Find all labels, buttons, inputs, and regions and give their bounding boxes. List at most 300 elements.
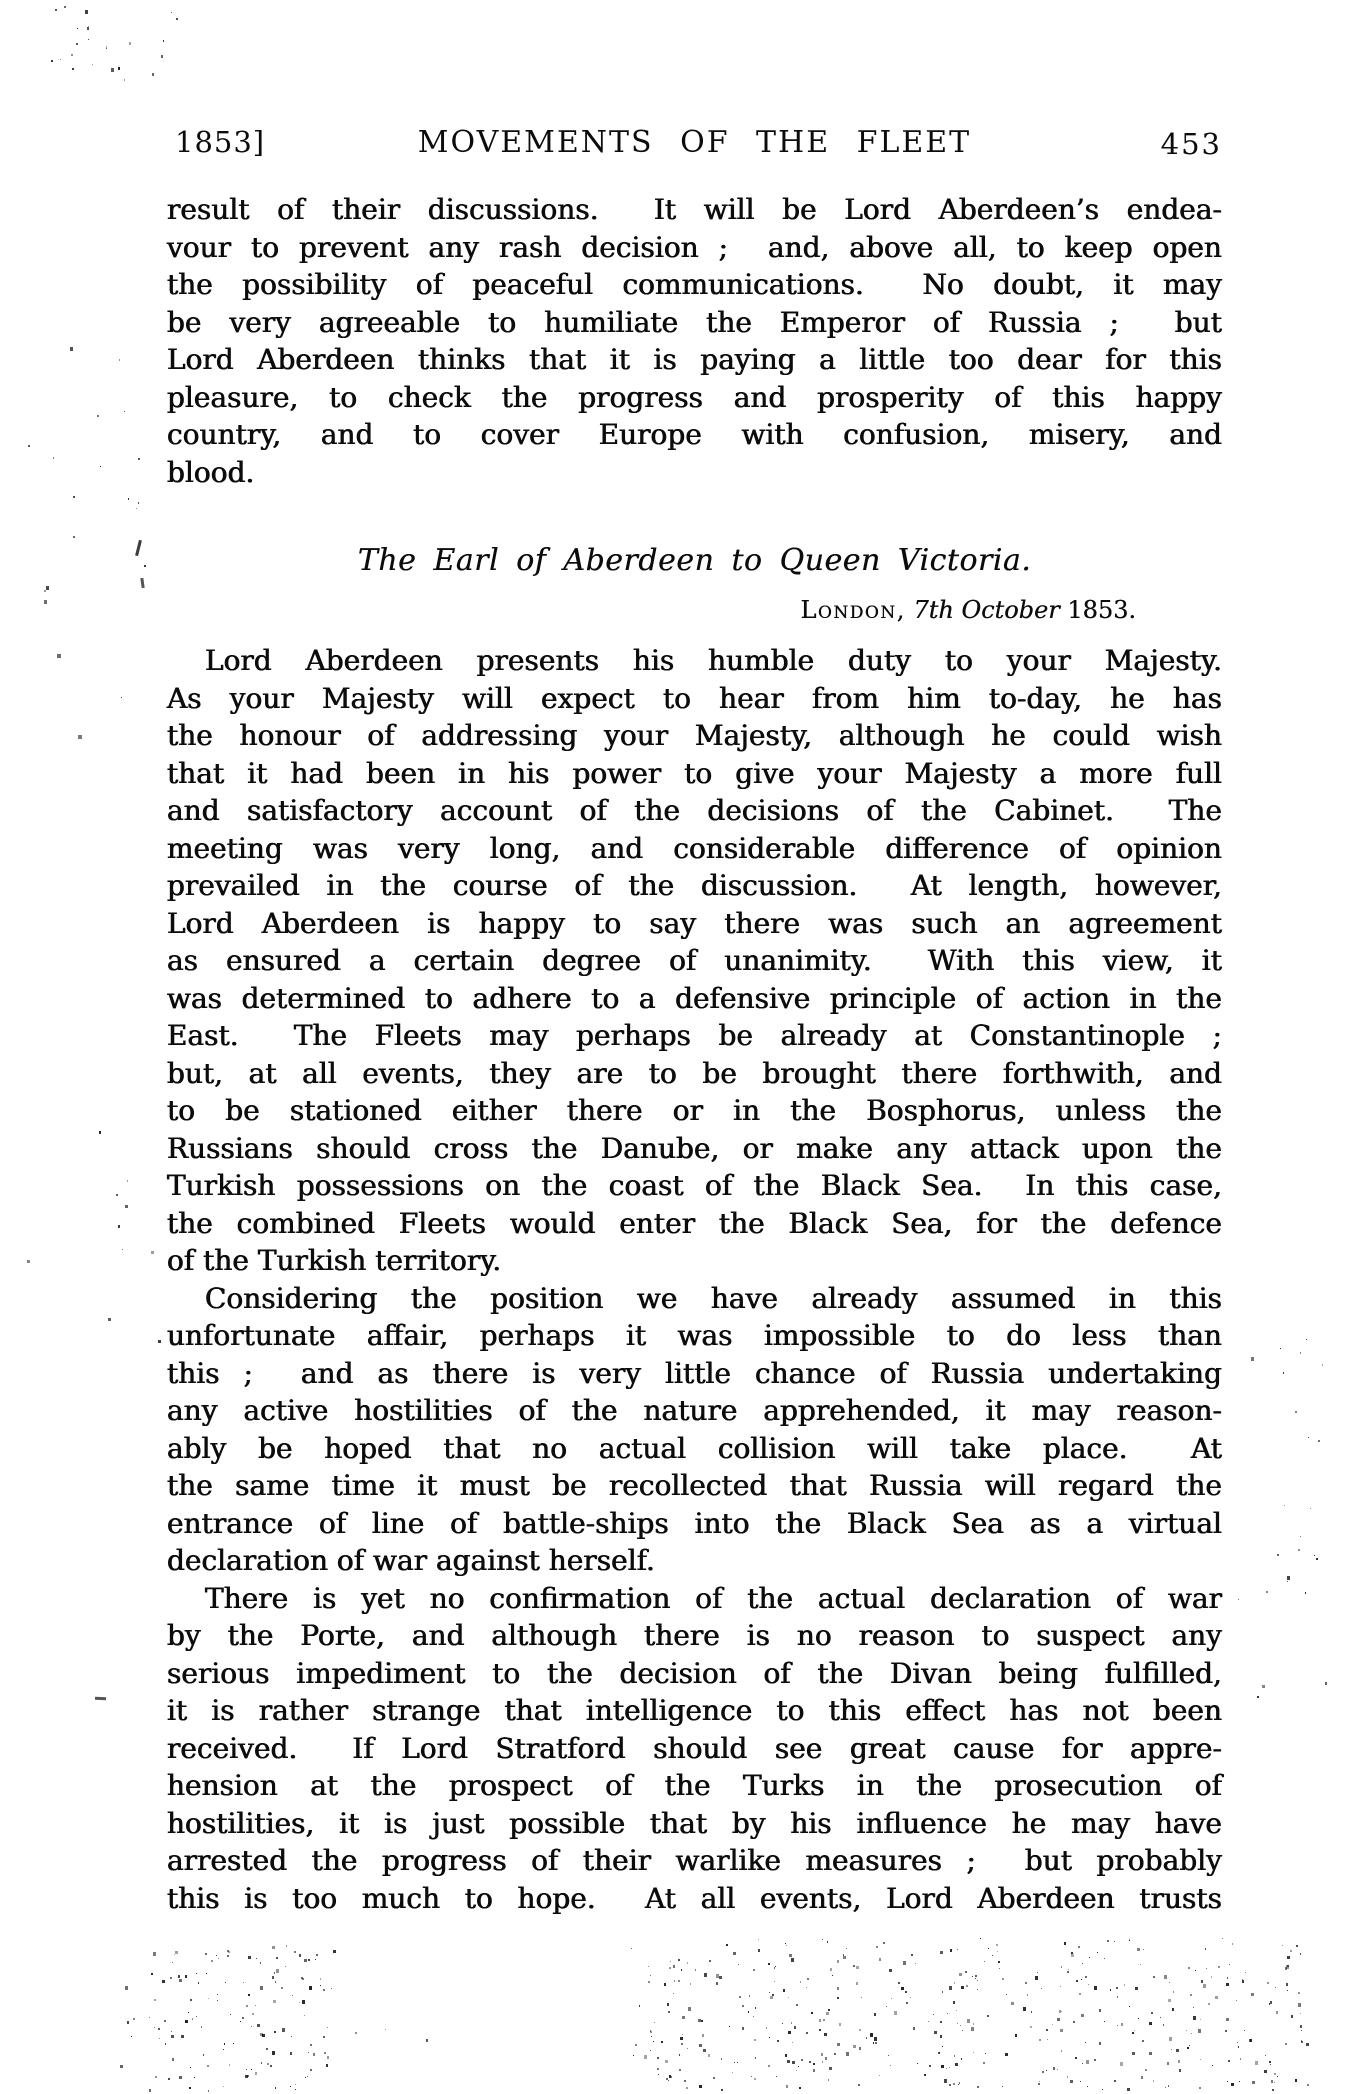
noise-dot [788, 2031, 791, 2034]
noise-dot [669, 1967, 671, 1969]
noise-dot [1075, 2057, 1077, 2059]
noise-dot [753, 1969, 755, 1971]
noise-dot [223, 2086, 224, 2087]
noise-dot [785, 2054, 787, 2057]
noise-dot [811, 2012, 813, 2014]
noise-dot [755, 2007, 756, 2009]
noise-dot [681, 2043, 683, 2045]
noise-dot [1168, 2085, 1169, 2087]
noise-dot [901, 1987, 904, 1990]
noise-dot [975, 1975, 977, 1977]
noise-dot [1287, 1965, 1289, 1967]
noise-dot [216, 1955, 217, 1956]
noise-dot [1089, 1957, 1090, 1958]
noise-dot [1179, 2069, 1181, 2072]
noise-dot [1242, 1980, 1244, 1983]
noise-dot [122, 1249, 123, 1250]
text-line: prevailed in the course of the discussion. At length, however, [167, 869, 1222, 902]
noise-dot [650, 2030, 651, 2032]
noise-dot [1264, 2070, 1267, 2073]
noise-dot [874, 2013, 876, 2016]
noise-dot [1067, 2076, 1068, 2078]
noise-dot [703, 2049, 706, 2052]
noise-dot [1031, 2011, 1032, 2013]
noise-dot [1237, 2042, 1238, 2043]
noise-dot [635, 2044, 637, 2046]
noise-dot [1178, 2060, 1180, 2063]
noise-dot [775, 1966, 776, 1967]
noise-dot [953, 2083, 955, 2085]
noise-dot [846, 1948, 847, 1949]
noise-dot [639, 2005, 640, 2007]
noise-dot [1046, 2029, 1048, 2031]
noise-dot [118, 67, 120, 70]
noise-dot [1085, 1976, 1087, 1978]
noise-dot [949, 2084, 951, 2086]
noise-dot [999, 1968, 1000, 1969]
noise-dot [977, 1980, 978, 1981]
noise-dot [682, 2034, 683, 2035]
noise-dot [310, 2069, 312, 2071]
text-block [167, 125, 1222, 1917]
noise-dot [839, 2023, 841, 2026]
noise-dot [961, 1986, 964, 1989]
noise-dot [940, 1951, 943, 1954]
noise-dot [1300, 1352, 1301, 1354]
noise-dot [821, 2053, 823, 2056]
noise-dot [1002, 2086, 1003, 2087]
noise-dot [196, 2016, 197, 2017]
noise-dot [1201, 1980, 1203, 1983]
running-head [167, 125, 1222, 163]
paragraph-letter-2 [167, 1280, 1222, 1580]
noise-dot [957, 1949, 958, 1950]
noise-dot [355, 2032, 357, 2034]
noise-dot [1121, 2023, 1123, 2026]
noise-dot [276, 1969, 279, 1973]
stray-ink-mark [46, 586, 49, 590]
noise-dot [1205, 1948, 1206, 1950]
noise-dot [753, 2016, 754, 2017]
text-line: vour to prevent any rash decision ; and, above all, to keep open [167, 230, 1222, 264]
noise-dot [742, 2005, 744, 2007]
noise-dot [108, 1318, 111, 1321]
noise-dot [304, 1959, 307, 1962]
noise-dot [260, 1962, 261, 1964]
noise-dot [828, 2009, 830, 2011]
noise-dot [120, 2065, 123, 2068]
noise-dot [973, 2052, 974, 2053]
noise-dot [1301, 2041, 1303, 2043]
text-line: Lord Aberdeen is happy to say there was such an agreement [167, 906, 1222, 940]
noise-dot [1300, 2025, 1302, 2028]
noise-dot [194, 2077, 195, 2078]
noise-dot [954, 1982, 955, 1984]
noise-dot [911, 1954, 913, 1956]
text-line: unfortunate affair, perhaps it was impossible to do less than [167, 1319, 1222, 1352]
noise-dot [828, 2079, 829, 2081]
noise-dot [224, 2043, 225, 2045]
noise-dot [657, 2068, 659, 2070]
noise-dot [819, 2029, 821, 2031]
noise-dot [28, 445, 30, 447]
noise-dot [1218, 1966, 1220, 1968]
noise-dot [274, 1972, 275, 1974]
noise-dot [721, 2089, 723, 2091]
noise-dot [1300, 1953, 1301, 1955]
noise-dot [934, 2031, 937, 2034]
noise-dot [290, 2086, 291, 2087]
noise-dot [791, 1958, 794, 1962]
noise-dot [734, 2062, 735, 2063]
noise-dot [1082, 2063, 1083, 2064]
noise-dot [837, 1987, 839, 1990]
noise-dot [648, 1981, 650, 1983]
noise-dot [1060, 2029, 1063, 2032]
noise-dot [196, 1973, 197, 1974]
noise-dot [1195, 1970, 1196, 1971]
noise-dot [673, 1965, 675, 1968]
stray-ink-mark [44, 600, 47, 604]
noise-dot [846, 2052, 849, 2056]
paragraph-letter-1 [167, 642, 1222, 1280]
noise-dot [181, 2035, 184, 2038]
noise-dot [267, 2063, 269, 2065]
noise-dot [60, 59, 61, 60]
noise-dot [1149, 2022, 1152, 2025]
noise-dot [159, 2038, 160, 2039]
noise-dot [1296, 1945, 1298, 1947]
stray-ink-mark [27, 1260, 30, 1263]
noise-dot [837, 1960, 839, 1963]
noise-dot [874, 2037, 877, 2041]
noise-dot [1269, 2003, 1270, 2005]
noise-dot [856, 1982, 858, 1985]
noise-dot [704, 1973, 707, 1977]
noise-dot [834, 2053, 836, 2055]
noise-dot [1073, 2021, 1075, 2023]
noise-dot [787, 2060, 790, 2063]
noise-dot [1228, 2060, 1230, 2062]
text-line: Lord Aberdeen thinks that it is paying a little too dear for this [167, 343, 1222, 376]
noise-dot [807, 1978, 809, 1980]
noise-dot [915, 1963, 916, 1964]
noise-dot [876, 1946, 878, 1948]
noise-dot [151, 1973, 153, 1975]
noise-dot [1086, 2060, 1089, 2064]
noise-dot [327, 2056, 329, 2059]
noise-dot [788, 1997, 789, 1998]
noise-dot [702, 2034, 704, 2037]
noise-dot [843, 1954, 844, 1956]
noise-dot [155, 2076, 157, 2078]
noise-dot [1295, 2079, 1297, 2082]
noise-dot [136, 508, 137, 509]
noise-dot [721, 2058, 722, 2060]
noise-dot [261, 2062, 262, 2064]
noise-dot [975, 1978, 976, 1979]
noise-dot [276, 1957, 278, 1959]
stray-ink-mark [140, 578, 144, 588]
noise-dot [1240, 2058, 1241, 2060]
noise-dot [1145, 2069, 1147, 2071]
noise-dot [92, 64, 93, 65]
noise-dot [308, 2052, 309, 2053]
noise-dot [208, 1998, 209, 1999]
noise-dot [709, 1960, 711, 1962]
noise-dot [962, 2030, 963, 2031]
noise-dot [875, 2042, 877, 2044]
noise-dot [657, 2057, 659, 2059]
text-line: but, at all events, they are to be brought there forthwith, and [167, 1056, 1222, 1090]
stray-ink-mark [135, 540, 142, 556]
noise-dot [88, 26, 89, 27]
text-line: pleasure, to check the progress and prosperity of this happy [167, 380, 1222, 414]
dateline-place: London, [800, 596, 906, 624]
noise-dot [695, 1969, 696, 1971]
noise-dot [956, 2010, 957, 2011]
noise-dot [713, 2077, 715, 2079]
text-line: Turkish possessions on the coast of the Black Sea. In this case, [167, 1169, 1222, 1202]
noise-dot [658, 2074, 659, 2075]
noise-dot [1129, 1940, 1130, 1941]
text-line: hension at the prospect of the Turks in the prosecution of [167, 1769, 1222, 1802]
noise-dot [699, 2085, 702, 2088]
noise-dot [1099, 2009, 1101, 2012]
noise-dot [1257, 1696, 1259, 1698]
noise-dot [977, 1989, 978, 1990]
noise-dot [701, 2020, 703, 2022]
noise-dot [1305, 1592, 1306, 1594]
noise-dot [1187, 2047, 1189, 2049]
text-line: declaration of war against herself. [167, 1544, 655, 1577]
noise-dot [124, 411, 125, 412]
noise-dot [1153, 1976, 1155, 1978]
noise-dot [333, 1950, 336, 1953]
noise-dot [1041, 1988, 1042, 1989]
noise-dot [144, 565, 146, 567]
noise-dot [984, 1961, 985, 1962]
noise-dot [1198, 2029, 1201, 2033]
noise-dot [954, 2055, 955, 2057]
noise-dot [1039, 2039, 1041, 2041]
noise-dot [749, 1995, 750, 1997]
noise-dot [205, 1953, 207, 1955]
noise-dot [1287, 1581, 1288, 1582]
noise-dot [100, 466, 101, 467]
noise-dot [131, 2036, 132, 2037]
noise-dot [217, 2000, 218, 2001]
noise-dot [770, 1996, 773, 1999]
text-line: to be stationed either there or in the Bosphorus, unless the [167, 1094, 1222, 1127]
noise-dot [251, 2026, 252, 2027]
noise-dot [1314, 1555, 1315, 1556]
noise-dot [673, 1993, 674, 1994]
noise-dot [1270, 2064, 1271, 2065]
noise-dot [1176, 2049, 1179, 2052]
noise-dot [299, 1954, 301, 1957]
noise-dot [955, 2063, 958, 2066]
noise-dot [304, 2015, 305, 2016]
noise-dot [653, 2041, 654, 2042]
noise-dot [1322, 1364, 1323, 1366]
noise-dot [1211, 1976, 1212, 1978]
noise-dot [1286, 1965, 1289, 1969]
noise-dot [1231, 2083, 1234, 2086]
noise-dot [189, 2087, 191, 2089]
text-line: by the Porte, and although there is no reason to suspect any [167, 1619, 1222, 1652]
noise-dot [830, 1968, 832, 1971]
noise-dot [708, 2054, 710, 2057]
noise-dot [260, 1986, 263, 1990]
noise-dot [729, 2026, 730, 2027]
noise-dot [275, 1981, 276, 1983]
noise-dot [754, 2039, 756, 2041]
noise-dot [1215, 1996, 1218, 1999]
noise-dot [1006, 1994, 1007, 1995]
noise-dot [282, 2028, 285, 2032]
noise-dot [941, 2065, 944, 2068]
noise-dot [1208, 2003, 1210, 2005]
noise-dot [726, 1944, 728, 1946]
text-line: the honour of addressing your Majesty, although he could wish [167, 719, 1222, 752]
noise-dot [175, 1951, 178, 1954]
text-line: There is yet no confirmation of the actual declaration of war [205, 1581, 1222, 1615]
noise-dot [227, 1950, 229, 1952]
noise-dot [1169, 1982, 1170, 1983]
noise-dot [809, 2061, 811, 2063]
noise-dot [1300, 2013, 1301, 2014]
noise-dot [824, 2033, 827, 2036]
text-line: it is rather strange that intelligence to this effect has not been [167, 1694, 1222, 1727]
noise-dot [1129, 1939, 1130, 1941]
noise-dot [766, 2027, 767, 2029]
noise-dot [87, 27, 89, 30]
noise-dot [774, 1981, 775, 1982]
noise-dot [1280, 1348, 1281, 1349]
noise-dot [687, 1962, 688, 1964]
noise-dot [959, 2082, 960, 2084]
stray-ink-mark [57, 654, 61, 658]
noise-dot [1057, 2018, 1060, 2021]
noise-dot [651, 2036, 652, 2037]
noise-dot [223, 2049, 224, 2050]
noise-dot [966, 1985, 968, 1987]
noise-dot [154, 2027, 155, 2028]
noise-dot [1266, 1591, 1268, 1593]
noise-dot [176, 18, 178, 20]
noise-dot [255, 2005, 256, 2006]
noise-dot [124, 79, 125, 81]
noise-dot [281, 1987, 283, 1989]
noise-dot [1186, 2030, 1187, 2031]
noise-dot [1071, 1952, 1073, 1954]
dateline [167, 595, 1222, 626]
noise-dot [668, 2080, 669, 2081]
noise-dot [327, 2027, 328, 2028]
noise-dot [866, 2037, 867, 2039]
noise-dot [1190, 1994, 1192, 1996]
noise-dot [1081, 2014, 1084, 2017]
noise-dot [203, 2054, 204, 2056]
noise-dot [1138, 2018, 1139, 2019]
stray-ink-mark [95, 1697, 106, 1701]
noise-dot [667, 2003, 669, 2006]
noise-dot [769, 2037, 770, 2038]
noise-dot [823, 2019, 825, 2021]
noise-dot [320, 1985, 321, 1986]
noise-dot [310, 2044, 312, 2046]
noise-dot [782, 2023, 783, 2024]
noise-dot [266, 2048, 268, 2050]
noise-dot [99, 1131, 101, 1134]
noise-dot [1318, 1440, 1320, 1442]
noise-dot [1270, 2001, 1272, 2004]
noise-dot [252, 2013, 254, 2015]
noise-dot [739, 1996, 741, 1998]
noise-dot [924, 2074, 926, 2076]
noise-dot [664, 1983, 666, 1986]
noise-dot [768, 1963, 770, 1965]
noise-dot [813, 2069, 815, 2072]
noise-dot [171, 2035, 174, 2038]
noise-dot [690, 1983, 691, 1985]
noise-dot [983, 2062, 985, 2064]
noise-dot [942, 2046, 943, 2047]
noise-dot [1307, 2084, 1309, 2086]
noise-dot [1272, 2089, 1274, 2091]
noise-dot [687, 2048, 688, 2049]
noise-dot [302, 1978, 304, 1980]
noise-dot [716, 1974, 719, 1978]
noise-dot [1149, 2052, 1152, 2055]
noise-dot [1037, 1972, 1038, 1973]
noise-dot [674, 1980, 675, 1982]
text-line: the combined Fleets would enter the Black Sea, for the defence [167, 1206, 1222, 1240]
noise-dot [1124, 1984, 1125, 1986]
noise-dot [719, 1976, 722, 1979]
noise-dot [977, 2086, 979, 2088]
noise-dot [1255, 2061, 1258, 2065]
letter-heading: The Earl of Aberdeen to Queen Victoria. [357, 543, 1032, 578]
noise-dot [813, 2063, 815, 2065]
noise-dot [1099, 2042, 1101, 2045]
noise-dot [1070, 2080, 1073, 2083]
noise-dot [190, 1999, 192, 2001]
text-line: Lord Aberdeen presents his humble duty to your Majesty. [205, 644, 1222, 677]
noise-dot [1245, 1972, 1246, 1973]
noise-dot [910, 1997, 911, 1998]
noise-dot [71, 54, 73, 56]
noise-dot [832, 1975, 833, 1976]
noise-dot [208, 2090, 209, 2092]
text-line: received. If Lord Stratford should see great cause for appre- [167, 1731, 1222, 1765]
noise-dot [1295, 1411, 1297, 1413]
noise-dot [794, 2026, 796, 2029]
noise-dot [128, 498, 129, 500]
noise-dot [227, 1955, 229, 1957]
noise-dot [786, 2085, 788, 2088]
noise-dot [270, 2065, 272, 2067]
noise-dot [928, 2021, 929, 2022]
noise-dot [201, 2026, 202, 2028]
noise-dot [650, 2031, 652, 2033]
noise-dot [275, 2087, 276, 2089]
noise-dot [825, 2057, 827, 2060]
noise-dot [286, 1945, 287, 1947]
noise-dot [738, 1964, 739, 1965]
noise-dot [316, 1954, 318, 1956]
